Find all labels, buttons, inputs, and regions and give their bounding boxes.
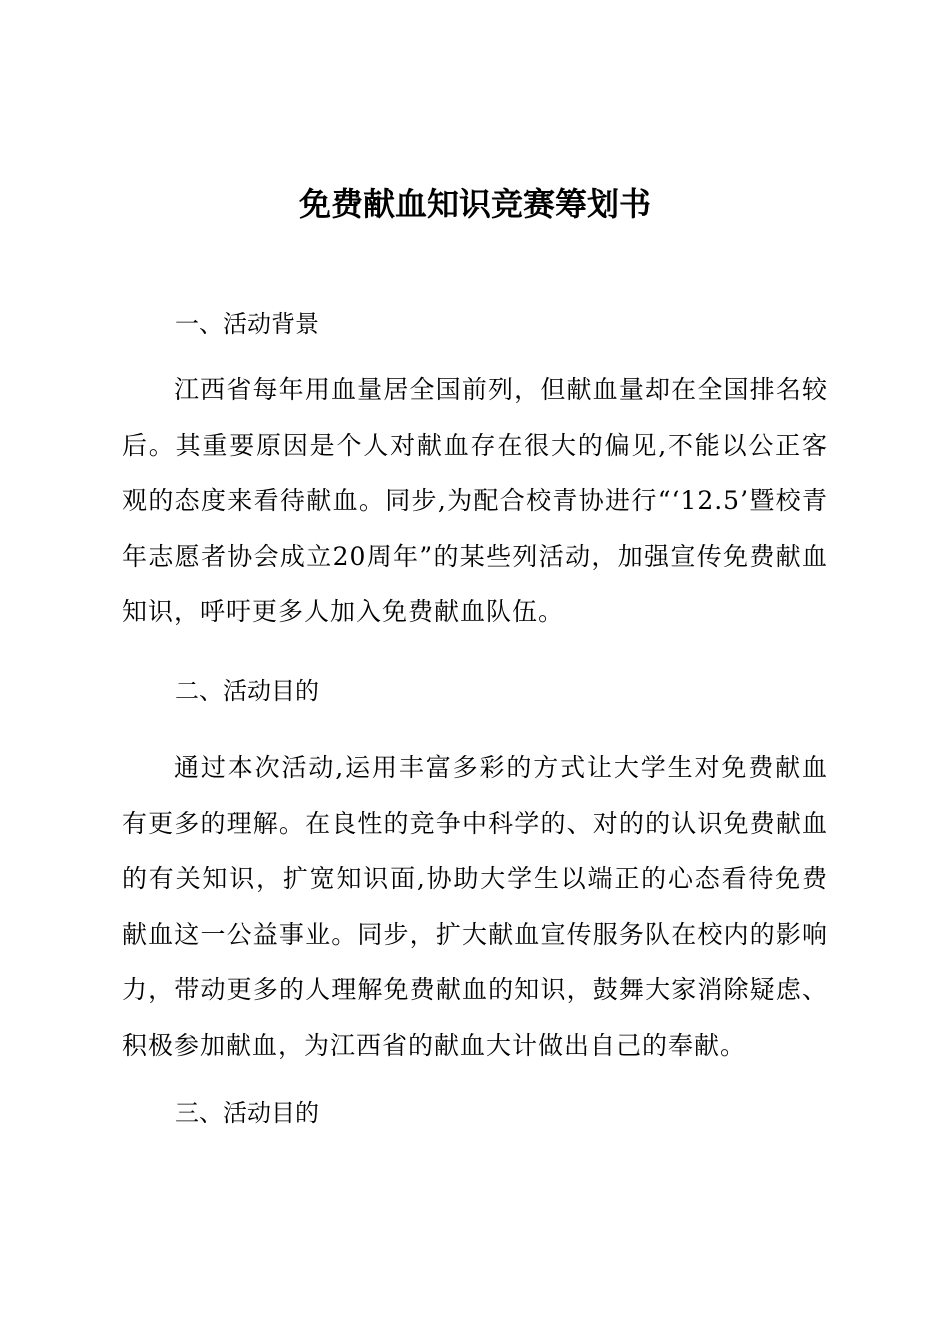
section-paragraph-background: 江西省每年用血量居全国前列，但献血量却在全国排名较后。其重要原因是个人对献血存在很大的偏见,不能以公正客观的态度来看待献血。同步,为配合校青协进行“‘12.5’暨校青年志愿者协会成立20周年”的某些列活动，加强宣传免费献血知识，呼吁更多人加入免费献血队伍。 [122,375,828,627]
document-title: 免费献血知识竞赛筹划书 [298,185,651,223]
section-heading-background: 一、活动背景 [175,310,319,338]
section-heading-purpose: 二、活动目的 [175,677,319,705]
section-heading-third: 三、活动目的 [175,1099,319,1127]
section-paragraph-purpose: 通过本次活动,运用丰富多彩的方式让大学生对免费献血有更多的理解。在良性的竞争中科学的、对的的认识免费献血的有关知识，扩宽知识面,协助大学生以端正的心态看待免费献血这一公益事业。同步，扩大献血宣传服务队在校内的影响力，带动更多的人理解免费献血的知识，鼓舞大家消除疑虑、积极参加献血，为江西省的献血大计做出自己的奉献。 [122,753,828,1060]
